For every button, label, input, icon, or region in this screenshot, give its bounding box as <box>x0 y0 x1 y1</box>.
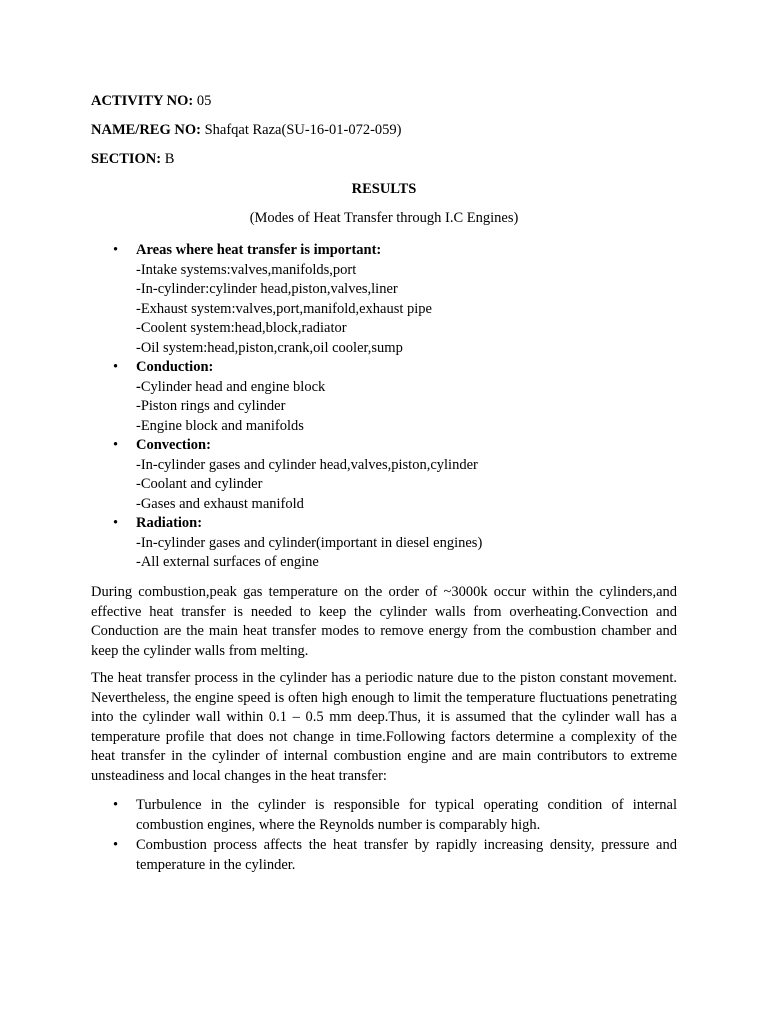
list-item: -Exhaust system:valves,port,manifold,exhaust pipe <box>136 300 432 317</box>
results-title: RESULTS <box>351 181 417 197</box>
list-item: -Coolent system:head,block,radiator <box>136 320 347 336</box>
section-label: SECTION: <box>91 151 162 167</box>
list-item: -In-cylinder:cylinder head,piston,valves,liner <box>136 281 398 297</box>
list-item: -Oil system:head,piston,crank,oil cooler,sump <box>136 339 403 356</box>
section-heading-areas: Areas where heat transfer is important: <box>136 242 382 258</box>
activity-label: ACTIVITY NO: <box>91 93 194 109</box>
list-item: -Engine block and manifolds <box>136 417 304 434</box>
bullet-icon: • <box>113 242 119 258</box>
section-heading-convection: Convection: <box>136 437 211 453</box>
factor-item-combustion: Combustion process affects the heat transfer by rapidly increasing density, pressure and temperature in the cylinder. <box>136 837 677 873</box>
name-reg-label: NAME/REG NO: <box>91 122 201 138</box>
name-reg-line <box>91 121 402 140</box>
section-heading-conduction: Conduction: <box>136 359 214 375</box>
list-item: -In-cylinder gases and cylinder(important in diesel engines) <box>136 534 483 551</box>
list-item-text: Cylinder head and engine block <box>140 378 326 395</box>
list-item: -Piston rings and cylinder <box>136 398 286 414</box>
name-reg-value: Shafqat Raza(SU-16-01-072-059) <box>200 122 402 138</box>
list-item: -Coolant and cylinder <box>136 476 263 492</box>
list-item <box>136 378 325 397</box>
section-line <box>91 150 174 169</box>
bullet-icon: • <box>113 437 119 453</box>
paragraph-combustion: During combustion,peak gas temperature on the order of ~3000k occur within the cylinders,and effective heat transfer is needed to keep the cylinder walls from overheating.Convection and Conduction are the main heat transfer modes to remove energy from the combustion chamber and keep the cylinder walls from melting. <box>91 584 677 659</box>
list-item: -In-cylinder gases and cylinder head,valves,piston,cylinder <box>136 456 478 473</box>
list-item-dash: - <box>136 378 141 395</box>
list-item: -All external surfaces of engine <box>136 554 319 570</box>
bullet-icon: • <box>113 515 119 531</box>
bullet-icon: • <box>113 837 119 853</box>
list-item: -Gases and exhaust manifold <box>136 495 304 512</box>
results-subtitle: (Modes of Heat Transfer through I.C Engines) <box>249 210 519 226</box>
activity-line <box>91 92 211 111</box>
activity-value: 05 <box>193 93 212 109</box>
bullet-icon: • <box>113 797 119 813</box>
list-item: -Intake systems:valves,manifolds,port <box>136 261 357 278</box>
section-heading-radiation: Radiation: <box>136 515 203 531</box>
factor-item-turbulence: Turbulence in the cylinder is responsible for typical operating condition of internal combustion engines, where the Reynolds number is comparably high. <box>136 797 677 833</box>
bullet-icon: • <box>113 359 119 375</box>
paragraph-heat-transfer: The heat transfer process in the cylinder has a periodic nature due to the piston constant movement. Nevertheless, the engine speed is often high enough to limit the temperature fluctuations penetrating into the cylinder wall within 0.1 – 0.5 mm deep.Thus, it is assumed that the cylinder wall has a temperature profile that does not change in time.Following factors determine a complexity of the heat transfer in the cylinder of internal combustion engine and are main contributors to extreme unsteadiness and local changes in the heat transfer: <box>91 670 677 784</box>
section-value: B <box>161 151 175 167</box>
